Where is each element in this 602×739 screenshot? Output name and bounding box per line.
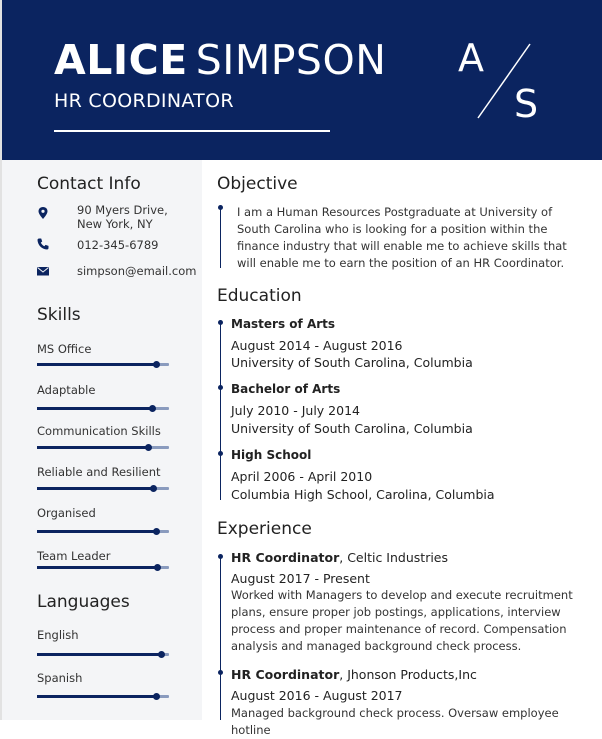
objective-timeline: [220, 206, 221, 268]
experience-dates: August 2016 - August 2017: [231, 688, 403, 703]
header-divider: [54, 130, 330, 132]
resume-header: [2, 0, 602, 160]
skill-level-dot: [145, 444, 152, 451]
experience-title: [231, 550, 448, 565]
skill-level-dot: [154, 564, 161, 571]
timeline-dot: [218, 554, 223, 559]
experience-description: Worked with Managers to develop and execute recruitment plans, ensure proper job postings, applications, interview process and proper maintenance of record. Compensation analysis and managed background check process.: [231, 588, 573, 653]
education-degree: Masters of Arts: [231, 317, 336, 331]
language-bar: [37, 695, 169, 698]
experience-role: HR Coordinator: [231, 550, 340, 565]
skill-bar: [37, 446, 169, 449]
monogram-letter-a: A: [458, 36, 484, 80]
phone-icon: [36, 237, 50, 251]
timeline-dot: [218, 320, 223, 325]
last-name: SIMPSON: [195, 36, 387, 84]
timeline-dot: [218, 451, 223, 456]
language-fill: [37, 653, 161, 656]
skill-label: Organised: [37, 506, 96, 520]
objective-heading: Objective: [217, 174, 298, 194]
skill-fill: [37, 446, 148, 449]
skill-level-dot: [150, 485, 157, 492]
skill-bar: [37, 487, 169, 490]
first-name: ALICE: [54, 36, 188, 84]
timeline-dot: [218, 205, 223, 210]
education-degree: High School: [231, 448, 312, 462]
monogram: [452, 36, 562, 126]
skill-level-dot: [149, 405, 156, 412]
experience-company: , Celtic Industries: [339, 550, 449, 565]
location-pin-icon: [36, 206, 50, 220]
address-line-1: 90 Myers Drive,: [77, 203, 168, 217]
experience-title: [231, 667, 477, 682]
language-label: English: [37, 628, 79, 642]
candidate-name: [54, 36, 386, 84]
skill-bar: [37, 566, 169, 569]
skill-fill: [37, 566, 157, 569]
skill-bar: [37, 407, 169, 410]
experience-company: , Jhonson Products,Inc: [339, 667, 477, 682]
education-school: University of South Carolina, Columbia: [231, 421, 473, 436]
objective-text: I am a Human Resources Postgraduate at University of South Carolina who is looking for a position within the finance industry that will enable me to achieve skills that will enable me to earn the position of an HR Coordinator.: [237, 205, 567, 270]
email-address: simpson@email.com: [77, 264, 197, 278]
skill-label: MS Office: [37, 342, 92, 356]
skill-label: Reliable and Resilient: [37, 465, 161, 479]
monogram-letter-s: S: [514, 82, 539, 126]
education-school: Columbia High School, Carolina, Columbia: [231, 487, 495, 502]
language-bar: [37, 653, 169, 656]
experience-description: Managed background check process. Oversaw employee hotline: [231, 706, 559, 737]
address-line-2: New York, NY: [77, 217, 153, 231]
skills-heading: Skills: [37, 305, 81, 325]
timeline-dot: [218, 670, 223, 675]
timeline-dot: [218, 385, 223, 390]
skill-fill: [37, 407, 152, 410]
education-dates: August 2014 - August 2016: [231, 338, 403, 353]
experience-timeline: [220, 556, 221, 720]
contact-info-heading: Contact Info: [37, 174, 141, 194]
skill-fill: [37, 487, 153, 490]
skill-label: Adaptable: [37, 383, 96, 397]
language-level-dot: [153, 693, 160, 700]
skill-bar: [37, 530, 169, 533]
skill-level-dot: [153, 361, 160, 368]
language-fill: [37, 695, 156, 698]
education-degree: Bachelor of Arts: [231, 382, 341, 396]
monogram-slash: [452, 36, 562, 126]
skill-fill: [37, 363, 156, 366]
skill-fill: [37, 530, 156, 533]
education-timeline: [220, 322, 221, 500]
job-title: HR COORDINATOR: [54, 90, 234, 112]
education-heading: Education: [217, 286, 302, 306]
skill-label: Communication Skills: [37, 424, 161, 438]
education-school: University of South Carolina, Columbia: [231, 355, 473, 370]
languages-heading: Languages: [37, 592, 130, 612]
phone-number: 012-345-6789: [77, 238, 159, 252]
language-label: Spanish: [37, 671, 83, 685]
education-dates: July 2010 - July 2014: [231, 403, 360, 418]
language-level-dot: [158, 651, 165, 658]
skill-bar: [37, 363, 169, 366]
skill-level-dot: [153, 528, 160, 535]
email-icon: [36, 264, 50, 278]
experience-dates: August 2017 - Present: [231, 571, 370, 586]
skill-label: Team Leader: [37, 549, 111, 563]
education-dates: April 2006 - April 2010: [231, 469, 373, 484]
experience-role: HR Coordinator: [231, 667, 340, 682]
experience-heading: Experience: [217, 519, 312, 539]
